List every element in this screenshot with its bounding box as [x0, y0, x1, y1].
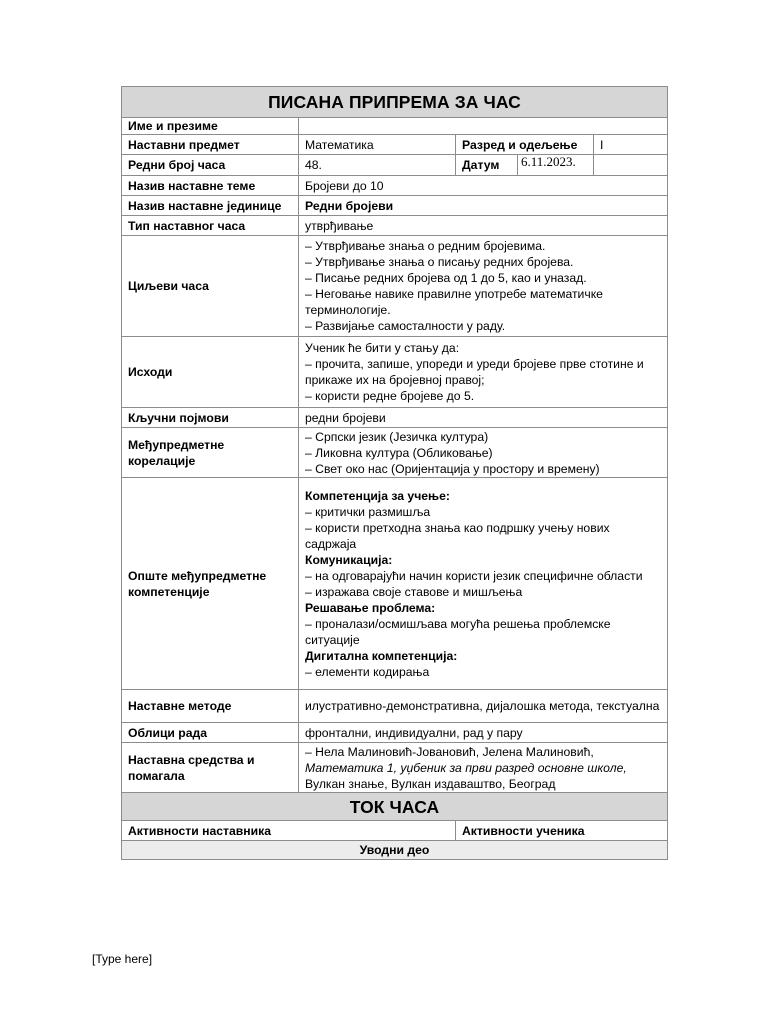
student-activities-label: Активности ученика: [456, 821, 668, 841]
goal-item: – Утврђивање знања о писању редних бројева.: [305, 255, 574, 269]
outcome-item: Ученик ће бити у стању да:: [305, 341, 460, 355]
competency-item: – изражава своје ставове и мишљења: [305, 584, 523, 599]
footer-placeholder: [Type here]: [92, 952, 153, 966]
key-terms-label: Кључни појмови: [122, 408, 299, 428]
date-label: Датум: [462, 158, 500, 172]
resource-line: Вулкан знање, Вулкан издаваштво, Београд: [305, 776, 556, 791]
lesson-plan-table: [121, 86, 668, 860]
type-value: утврђивање: [299, 216, 668, 236]
teacher-activities-label: Активности наставника: [122, 821, 456, 841]
date-spacer: [594, 155, 668, 176]
methods-label: Наставне методе: [122, 690, 299, 723]
correlation-item: – Ликовна култура (Обликовање): [305, 445, 493, 460]
topic-label: Назив наставне теме: [122, 176, 299, 196]
unit-label: Назив наставне јединице: [122, 196, 299, 216]
type-label: Тип наставног часа: [122, 216, 299, 236]
goal-item: – Утврђивање знања о редним бројевима.: [305, 239, 546, 253]
goals-label: Циљеви часа: [122, 236, 299, 337]
grade-value: I: [594, 135, 668, 155]
key-terms-value: редни бројеви: [299, 408, 668, 428]
goal-item: – Развијање самосталности у раду.: [305, 319, 506, 333]
competencies-list: [299, 478, 668, 690]
correlation-item: – Свет око нас (Оријентација у простору и времену): [305, 461, 600, 476]
outcomes-list: [299, 337, 668, 408]
lesson-number-label: Редни број часа: [122, 155, 299, 176]
grade-label: Разред и одељење: [456, 135, 594, 155]
name-value: [299, 118, 668, 135]
outcome-item: – користи редне бројеве до 5.: [305, 389, 475, 403]
resource-book: Математика 1, уџбеник за први разред основне школе,: [305, 760, 627, 775]
correlation-list: [299, 428, 668, 478]
competency-heading: Комуникација:: [305, 552, 393, 567]
name-label: Име и презиме: [122, 118, 299, 135]
date-value: 6.11.2023.: [517, 155, 576, 175]
flow-title: ТОК ЧАСА: [122, 793, 668, 821]
methods-value: илустративно-демонстративна, дијалошка метода, текстуална: [299, 690, 668, 723]
competencies-label: Опште међупредметне компетенције: [122, 478, 299, 690]
competency-heading: Компетенција за учење:: [305, 488, 450, 503]
intro-section-label: Уводни део: [122, 841, 668, 860]
outcomes-label: Исходи: [122, 337, 299, 408]
date-cell: [456, 155, 594, 176]
competency-heading: Решавање проблема:: [305, 600, 436, 615]
correlation-label: Међупредметне корелације: [122, 428, 299, 478]
goal-item: – Неговање навике правилне употребе математичке терминологије.: [305, 287, 603, 317]
unit-value: Редни бројеви: [299, 196, 668, 216]
resources-label: Наставна средства и помагала: [122, 743, 299, 793]
competency-item: – користи претходна знања као подршку учењу нових садржаја: [305, 520, 610, 551]
subject-label: Наставни предмет: [122, 135, 299, 155]
competency-item: – критички размишља: [305, 504, 431, 519]
goal-item: – Писање редних бројева од 1 до 5, као и уназад.: [305, 271, 587, 285]
competency-item: – проналази/осмишљава могућа решења проблемске ситуације: [305, 616, 611, 647]
resource-line: – Нела Малиновић-Јовановић, Јелена Малиновић,: [305, 744, 594, 759]
topic-value: Бројеви до 10: [299, 176, 668, 196]
subject-value: Математика: [299, 135, 456, 155]
competency-heading: Дигитална компетенција:: [305, 648, 458, 663]
resources-list: [299, 743, 668, 793]
page-title: ПИСАНА ПРИПРЕМА ЗА ЧАС: [122, 87, 668, 118]
forms-label: Облици рада: [122, 723, 299, 743]
goals-list: [299, 236, 668, 337]
lesson-number-value: 48.: [299, 155, 456, 176]
outcome-item: – прочита, запише, упореди и уреди бројеве прве стотине и прикаже их на бројевној правој;: [305, 357, 644, 387]
competency-item: – на одговарајући начин користи језик специфичне области: [305, 568, 643, 583]
competency-item: – елементи кодирања: [305, 664, 430, 679]
forms-value: фронтални, индивидуални, рад у пару: [299, 723, 668, 743]
correlation-item: – Српски језик (Језичка култура): [305, 429, 489, 444]
